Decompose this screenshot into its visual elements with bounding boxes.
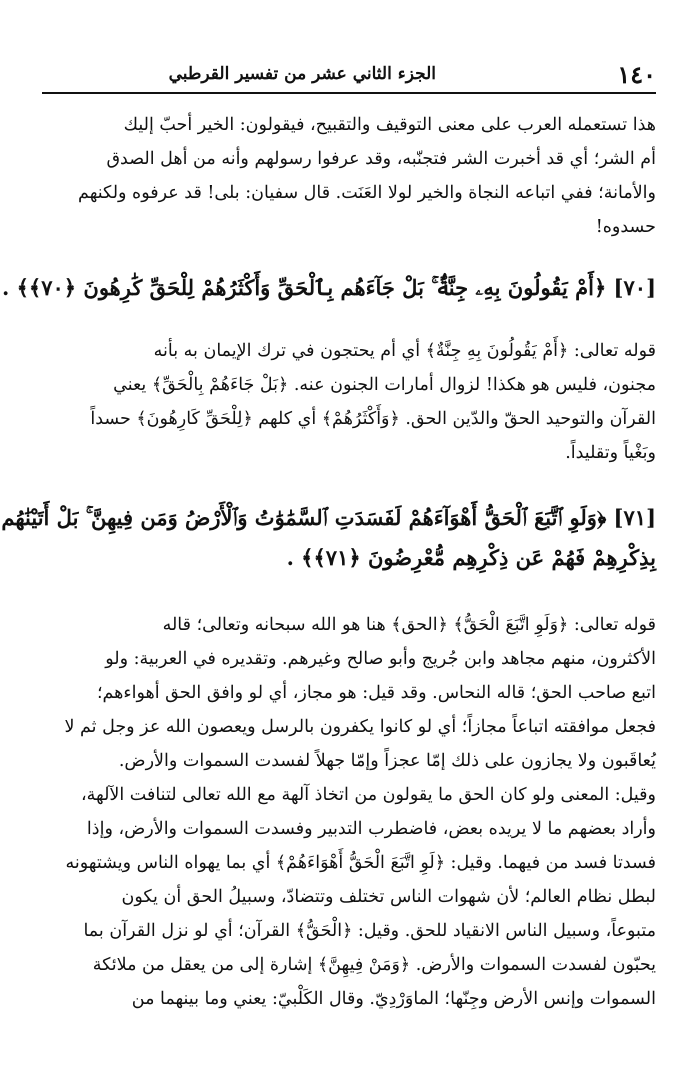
ayah-line: [٧٠] ﴿أَمْ يَقُولُونَ بِهِۦ جِنَّةٌۢ ۚ بَلْ جَآءَهُم بِٱلْحَقِّ وَأَكْثَرُهُمْ لِلْحَقِّ كَٰرِهُونَ ﴿٧٠﴾﴾ . bbox=[1, 275, 656, 300]
ayah-line: بِذِكْرِهِمْ فَهُمْ عَن ذِكْرِهِم مُّعْرِضُونَ ﴿٧١﴾﴾ . bbox=[286, 545, 656, 570]
page-header bbox=[42, 56, 656, 94]
text-line: وبَغْياً وتقليداً. bbox=[565, 443, 656, 463]
text-line: الأكثرون، منهم مجاهد وابن جُريج وأبو صالح وغيرهم. وتقديره في العربية: ولو bbox=[105, 649, 656, 669]
text-line: يُعاقَبون ولا يجازون على ذلك إمّا عجزاً وإمّا جهلاً لفسدت السموات والأرض. bbox=[118, 751, 656, 771]
text-line: والأمانة؛ ففي اتباعه النجاة والخير لولا العَنَت. قال سفيان: بلى! قد عرفوه ولكنهم bbox=[78, 183, 656, 203]
paragraph-block-3 bbox=[42, 608, 656, 1016]
ayah-line: [٧١] ﴿وَلَوِ ٱتَّبَعَ ٱلْحَقُّ أَهْوَآءَهُمْ لَفَسَدَتِ ٱلسَّمَٰوَٰتُ وَٱلْأَرْضُ وَمَن فِيهِنَّ ۚ بَلْ أَتَيْنَٰهُم bbox=[1, 505, 656, 530]
text-line: فجعل موافقته اتباعاً مجازاً؛ أي لو كانوا يكفرون بالرسل ويعصون الله عز وجل ثم لا bbox=[64, 717, 656, 737]
text-line: حسدوه! bbox=[595, 217, 656, 237]
page-number: ١٤٠ bbox=[617, 60, 656, 89]
text-line: أم الشر؛ أي قد أخبرت الشر فتجنّبه، وقد عرفوا رسولهم وأنه من أهل الصدق bbox=[106, 149, 656, 169]
running-title: الجزء الثاني عشر من تفسير القرطبي bbox=[168, 64, 436, 84]
text-line: اتبع صاحب الحق؛ قاله النحاس. وقد قيل: هو مجاز، أي لو وافق الحق أهواءهم؛ bbox=[96, 683, 656, 703]
text-line: لبطل نظام العالم؛ لأن شهوات الناس تختلف وتتضادّ، وسبيلُ الحق أن يكون bbox=[121, 887, 656, 907]
paragraph-block-1 bbox=[42, 108, 656, 244]
text-line: متبوعاً، وسبيل الناس الانقياد للحق. وقيل: ﴿الْحَقُّ﴾ القرآن؛ أي لو نزل القرآن بما bbox=[83, 921, 656, 941]
text-line: وقيل: المعنى ولو كان الحق ما يقولون من اتخاذ آلهة مع الله تعالى لتنافت الآلهة، bbox=[80, 785, 656, 805]
text-line: يحبّون لفسدت السموات والأرض. ﴿وَمَنْ فِيهِنَّ﴾ إشارة إلى من يعقل من ملائكة bbox=[92, 955, 656, 975]
text-line: قوله تعالى: ﴿أَمْ يَقُولُونَ بِهِ جِنَّةٌ﴾ أي أم يحتجون في ترك الإيمان به بأنه bbox=[153, 341, 656, 361]
text-line: السموات وإنس الأرض وجِنّها؛ الماوَرْدِيّ. وقال الكَلْبيّ: يعني وما بينهما من bbox=[131, 989, 656, 1009]
text-line: فسدتا فسد من فيهما. وقيل: ﴿لَوِ اتَّبَعَ الْحَقُّ أَهْوَاءَهُمْ﴾ أي بما يهواه الناس ويشتهونه bbox=[65, 853, 656, 873]
text-line: وأراد بعضهم ما لا يريده بعض، فاضطرب التدبير وفسدت السموات والأرض، وإذا bbox=[86, 819, 656, 839]
text-line: مجنون، فليس هو هكذا! لزوال أمارات الجنون عنه. ﴿بَلْ جَاءَهُمْ بِالْحَقِّ﴾ يعني bbox=[113, 375, 656, 395]
text-line: قوله تعالى: ﴿وَلَوِ اتَّبَعَ الْحَقُّ﴾ ﴿الحق﴾ هنا هو الله سبحانه وتعالى؛ قاله bbox=[162, 615, 656, 635]
ayah-71 bbox=[1, 498, 656, 578]
text-line: القرآن والتوحيد الحقّ والدّين الحق. ﴿وَأَكْثَرُهُمْ﴾ أي كلهم ﴿لِلْحَقِّ كَارِهُونَ﴾ حسداً bbox=[90, 409, 656, 429]
ayah-70 bbox=[1, 268, 656, 308]
text-line: هذا تستعمله العرب على معنى التوقيف والتقبيح، فيقولون: الخير أحبّ إليك bbox=[123, 115, 656, 135]
paragraph-block-2 bbox=[42, 334, 656, 470]
